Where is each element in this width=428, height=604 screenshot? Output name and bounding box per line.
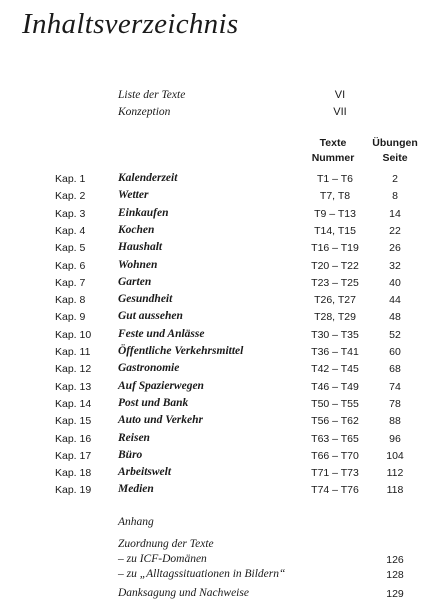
chapter-title: Gesundheit bbox=[118, 293, 173, 306]
appendix-item-alltag[interactable]: – zu „Alltagssituationen in Bildern“ bbox=[118, 568, 286, 580]
chapter-row[interactable] bbox=[0, 189, 428, 206]
chapter-page: 78 bbox=[389, 397, 401, 410]
chapter-number: Kap. 3 bbox=[55, 207, 86, 220]
chapter-page: 14 bbox=[389, 207, 401, 220]
intro-label-konzeption[interactable]: Konzeption bbox=[118, 106, 171, 118]
chapter-title: Kalenderzeit bbox=[118, 172, 178, 184]
chapter-page: 40 bbox=[389, 276, 401, 289]
chapter-page: 68 bbox=[389, 363, 401, 376]
chapter-row[interactable] bbox=[0, 310, 428, 327]
chapter-page: 26 bbox=[389, 242, 401, 255]
chapter-row[interactable] bbox=[0, 293, 428, 310]
chapter-row[interactable] bbox=[0, 224, 428, 241]
appendix-item-icf[interactable]: – zu ICF-Domänen bbox=[118, 553, 207, 565]
chapter-title: Einkaufen bbox=[118, 206, 169, 219]
chapter-title: Wetter bbox=[118, 189, 149, 202]
chapter-page: 2 bbox=[392, 173, 398, 185]
chapter-page: 48 bbox=[389, 311, 401, 324]
chapter-page: 52 bbox=[389, 328, 401, 341]
chapter-texts: T66 – T70 bbox=[311, 449, 359, 462]
chapter-number: Kap. 7 bbox=[55, 276, 86, 289]
chapter-row[interactable] bbox=[0, 259, 428, 276]
chapter-title: Feste und Anlässe bbox=[118, 327, 205, 340]
chapter-page: 22 bbox=[389, 224, 401, 237]
chapter-title: Auto und Verkehr bbox=[118, 414, 204, 427]
column-header-texts bbox=[295, 136, 371, 166]
chapter-row[interactable] bbox=[0, 172, 428, 189]
chapter-texts: T36 – T41 bbox=[311, 346, 359, 358]
column-header-exercises bbox=[364, 136, 426, 166]
chapter-title: Kochen bbox=[118, 223, 155, 236]
chapter-texts: T14, T15 bbox=[314, 224, 356, 237]
chapter-number: Kap. 15 bbox=[55, 415, 92, 428]
chapter-number: Kap. 18 bbox=[55, 467, 92, 480]
appendix-item-zuordnung[interactable]: Zuordnung der Texte bbox=[118, 538, 214, 550]
chapter-title: Garten bbox=[118, 275, 152, 288]
chapter-texts: T50 – T55 bbox=[311, 397, 359, 410]
chapter-texts: T26, T27 bbox=[314, 294, 356, 307]
chapter-page: 104 bbox=[386, 449, 404, 462]
chapter-row[interactable] bbox=[0, 362, 428, 379]
chapter-texts: T7, T8 bbox=[319, 190, 351, 203]
chapter-page: 88 bbox=[389, 415, 401, 428]
chapter-row[interactable] bbox=[0, 345, 428, 362]
column-header-seite: Seite bbox=[382, 152, 408, 164]
chapter-title: Medien bbox=[118, 483, 154, 496]
chapter-texts: T16 – T19 bbox=[311, 242, 359, 255]
appendix-page-icf: 126 bbox=[386, 554, 404, 566]
chapter-texts: T63 – T65 bbox=[311, 432, 359, 445]
column-header-texte: Texte bbox=[319, 137, 347, 149]
chapter-row[interactable] bbox=[0, 380, 428, 397]
chapter-title: Reisen bbox=[118, 431, 150, 444]
chapter-title: Arbeitswelt bbox=[118, 466, 172, 479]
chapter-page: 32 bbox=[389, 259, 401, 272]
appendix-item-danksagung[interactable]: Danksagung und Nachweise bbox=[118, 587, 249, 599]
chapter-number: Kap. 6 bbox=[55, 259, 86, 272]
chapter-texts: T20 – T22 bbox=[311, 259, 359, 272]
chapter-texts: T28, T29 bbox=[314, 311, 356, 324]
chapter-row[interactable] bbox=[0, 397, 428, 414]
chapter-number: Kap. 14 bbox=[55, 397, 92, 410]
chapter-title: Haushalt bbox=[118, 241, 163, 254]
chapter-texts: T30 – T35 bbox=[311, 328, 359, 341]
chapter-number: Kap. 4 bbox=[55, 224, 86, 237]
chapter-texts: T74 – T76 bbox=[311, 484, 359, 497]
appendix-page-alltag: 128 bbox=[386, 569, 404, 581]
chapter-title: Post und Bank bbox=[118, 396, 189, 409]
chapter-number: Kap. 13 bbox=[55, 380, 92, 393]
intro-label-texts[interactable]: Liste der Texte bbox=[118, 89, 186, 101]
chapter-page: 8 bbox=[392, 190, 398, 203]
chapter-texts: T1 – T6 bbox=[317, 173, 353, 185]
chapter-texts: T56 – T62 bbox=[311, 415, 359, 428]
chapter-title: Büro bbox=[118, 448, 143, 461]
chapter-texts: T42 – T45 bbox=[311, 363, 359, 376]
chapter-number: Kap. 19 bbox=[55, 484, 92, 497]
chapter-number: Kap. 2 bbox=[55, 190, 86, 203]
chapter-row[interactable] bbox=[0, 483, 428, 500]
intro-page-konzeption: VII bbox=[333, 106, 347, 118]
chapter-number: Kap. 17 bbox=[55, 449, 92, 462]
chapter-number: Kap. 5 bbox=[55, 242, 86, 255]
chapter-row[interactable] bbox=[0, 414, 428, 431]
column-header-uebungen: Übungen bbox=[372, 137, 418, 149]
chapter-row[interactable] bbox=[0, 449, 428, 466]
chapter-title: Wohnen bbox=[118, 258, 158, 271]
chapter-title: Öffentliche Verkehrsmittel bbox=[118, 345, 244, 357]
chapter-row[interactable] bbox=[0, 328, 428, 345]
chapter-page: 74 bbox=[389, 380, 401, 393]
chapter-number: Kap. 16 bbox=[55, 432, 92, 445]
chapter-title: Auf Spazierwegen bbox=[118, 379, 204, 392]
intro-page-texts: VI bbox=[334, 89, 346, 101]
chapter-number: Kap. 1 bbox=[55, 173, 86, 185]
chapter-texts: T9 – T13 bbox=[314, 207, 356, 220]
chapter-page: 96 bbox=[389, 432, 401, 445]
appendix-heading: Anhang bbox=[118, 516, 154, 528]
chapter-page: 60 bbox=[389, 346, 401, 358]
chapter-title: Gastronomie bbox=[118, 362, 180, 375]
chapter-page: 112 bbox=[386, 467, 404, 480]
chapter-row[interactable] bbox=[0, 466, 428, 483]
column-header-nummer: Nummer bbox=[311, 152, 355, 164]
chapter-row[interactable] bbox=[0, 276, 428, 293]
chapter-page: 118 bbox=[386, 484, 404, 497]
chapter-number: Kap. 9 bbox=[55, 311, 86, 324]
chapter-row[interactable] bbox=[0, 432, 428, 449]
chapter-title: Gut aussehen bbox=[118, 310, 183, 323]
chapter-number: Kap. 8 bbox=[55, 294, 86, 307]
chapter-number: Kap. 10 bbox=[55, 328, 92, 341]
chapter-texts: T71 – T73 bbox=[311, 467, 359, 480]
chapter-number: Kap. 12 bbox=[55, 363, 92, 376]
chapter-row[interactable] bbox=[0, 241, 428, 258]
chapter-texts: T46 – T49 bbox=[311, 380, 359, 393]
chapter-page: 44 bbox=[389, 294, 401, 307]
chapter-number: Kap. 11 bbox=[55, 346, 91, 358]
chapter-texts: T23 – T25 bbox=[311, 276, 359, 289]
page-title: Inhaltsverzeichnis bbox=[22, 8, 239, 40]
chapter-row[interactable] bbox=[0, 207, 428, 224]
appendix-page-danksagung: 129 bbox=[386, 588, 404, 600]
